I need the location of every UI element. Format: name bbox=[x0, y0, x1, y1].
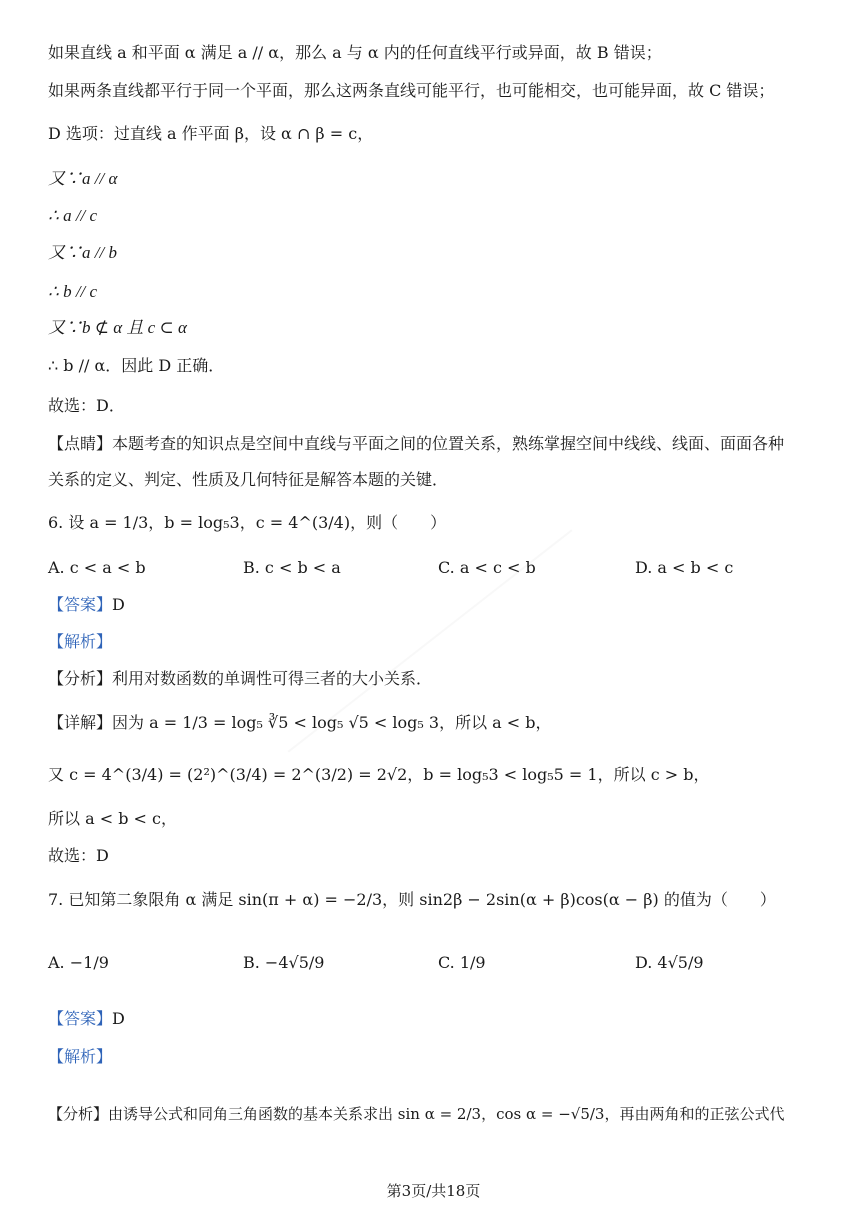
text-line: D 选项：过直线 a 作平面 β，设 α ∩ β = c， bbox=[48, 124, 374, 143]
answer-tag: 【答案】 bbox=[48, 1009, 113, 1028]
question-6-stem: 6. 设 a = 1/3，b = log₅3，c = 4^(3/4)，则（ ） bbox=[48, 513, 447, 532]
note-line: 【点睛】本题考查的知识点是空间中直线与平面之间的位置关系，熟练掌握空间中线线、线面、面面各种 bbox=[48, 434, 785, 453]
text-line: 如果直线 a 和平面 α 满足 a // α，那么 a 与 α 内的任何直线平行或异面，故 B 错误； bbox=[48, 43, 662, 62]
q6-fenxi: 【分析】利用对数函数的单调性可得三者的大小关系． bbox=[48, 669, 433, 688]
q7-option-b: B. −4√5/9 bbox=[243, 953, 325, 972]
answer-value: D bbox=[112, 1009, 125, 1028]
q6-line2: 又 c = 4^(3/4) = (2²)^(3/4) = 2^(3/2) = 2√2，b = log₅3 < log₅5 = 1，所以 c > b， bbox=[48, 765, 710, 784]
q7-analysis-tag: 【解析】 bbox=[48, 1047, 113, 1066]
q6-line3: 所以 a < b < c， bbox=[48, 809, 177, 828]
text-line: ∴ a // c bbox=[48, 206, 98, 225]
text-line: 又∵a // b bbox=[48, 243, 117, 262]
q6-option-d: D. a < b < c bbox=[635, 558, 734, 577]
q6-analysis-tag: 【解析】 bbox=[48, 632, 113, 651]
q7-answer bbox=[48, 1008, 125, 1030]
q6-option-a: A. c < a < b bbox=[48, 558, 146, 577]
q7-option-c: C. 1/9 bbox=[438, 953, 486, 972]
note-line: 关系的定义、判定、性质及几何特征是解答本题的关键． bbox=[48, 470, 449, 489]
text-line: 如果两条直线都平行于同一个平面，那么这两条直线可能平行，也可能相交，也可能异面，故 C 错误； bbox=[48, 81, 775, 100]
text-line: 又∵b ⊄ α 且 c ⊂ α bbox=[48, 318, 187, 337]
text-line: 又∵a // α bbox=[48, 169, 118, 188]
q7-option-a: A. −1/9 bbox=[48, 953, 109, 972]
answer-value: D bbox=[112, 595, 125, 614]
q6-xiangjie: 【详解】因为 a = 1/3 = log₅ ∛5 < log₅ √5 < log₅ 3，所以 a < b， bbox=[48, 713, 552, 732]
page-footer: 第3页/共18页 bbox=[386, 1182, 481, 1200]
text-line: ∴ b // c bbox=[48, 282, 98, 301]
q6-answer bbox=[48, 594, 125, 616]
q6-choose: 故选：D bbox=[48, 846, 109, 865]
q6-option-b: B. c < b < a bbox=[243, 558, 341, 577]
q7-option-d: D. 4√5/9 bbox=[635, 953, 704, 972]
text-line: ∴ b // α．因此 D 正确． bbox=[48, 356, 225, 375]
answer-tag: 【答案】 bbox=[48, 595, 113, 614]
text-line: 故选：D． bbox=[48, 396, 125, 415]
q7-fenxi: 【分析】由诱导公式和同角三角函数的基本关系求出 sin α = 2/3，cos α = −√5/3，再由两角和的正弦公式代 bbox=[48, 1105, 785, 1123]
q6-option-c: C. a < c < b bbox=[438, 558, 536, 577]
question-7-stem: 7. 已知第二象限角 α 满足 sin(π + α) = −2/3，则 sin2β − 2sin(α + β)cos(α − β) 的值为（ ） bbox=[48, 890, 776, 909]
